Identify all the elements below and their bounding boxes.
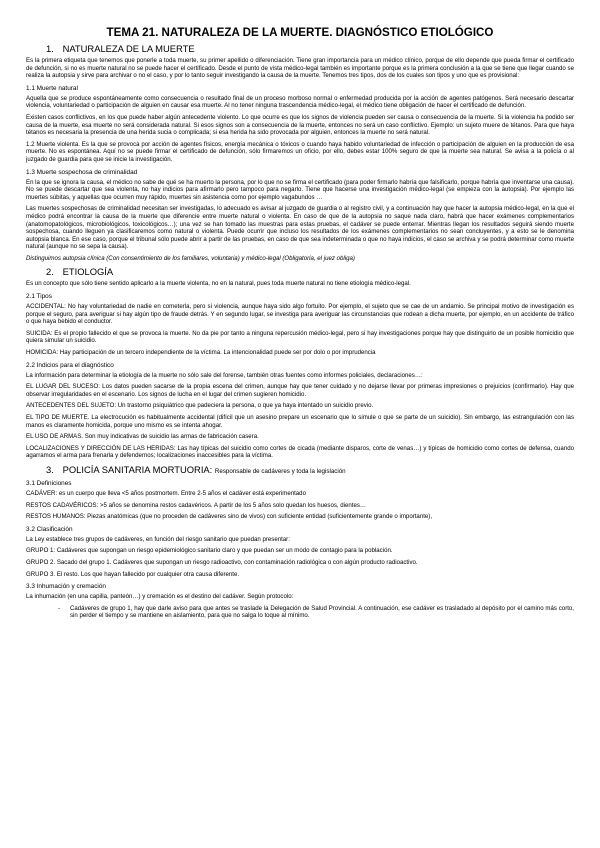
section-title: ETIOLOGÍA xyxy=(62,266,114,278)
section-number: 2. xyxy=(46,266,54,278)
paragraph: 1.2 Muerte violenta. Es la que se provoca por acción de agentes físicos, energía mecánica o tóxicos o cuando haya habido voluntariedad de infección o participación de alguien en la producción de esa muerte. No es espontánea. Aquí no se puede firmar el certificado de defunción, sólo firmaremos un oficio, por ello, debes estar 100% seguro de que la muerte sea natural. Se avisa a la policía o al juzgado de guardia para que se inicie la investigación. xyxy=(26,140,574,163)
paragraph: En la que se ignora la causa, el médico no sabe de qué se ha muerto la persona, por lo que no se firma el certificado (para poder firmarlo habría que falsificarlo, porque habría que inventarse una causa). No se puede descartar que sea violenta, no hay indicios para afirmarlo pero tampoco para negarlo. Tiene que hacerse una investigación médico-legal (se empieza con la autopsia). Por ejemplo las muertes súbitas, y aquellas que ocurren muy rápido, muertes sin asistencia como por ejemplo vagabundos … xyxy=(26,178,574,201)
paragraph: La Ley establece tres grupos de cadáveres, en función del riesgo sanitario que puedan presentar: xyxy=(26,535,290,543)
subsection-heading: 2.1 Tipos xyxy=(26,293,52,301)
section-title-tail: Responsable de cadáveres y toda la legislación xyxy=(214,467,346,475)
paragraph: Es la primera etiqueta que tenemos que ponerle a toda muerte, su primer apellido o diferenciación. Tiene gran importancia para un médico clínico, porque de ello depende que pueda firmar el certificado de defunción, si no es muerte natural no se puede hacer el certificado. Desde el punto de vista médico-legal también es importante porque es la primera conclusión a la que se tiene que llegar cuando se realiza la autopsia y sirve para archivar o no el caso, y por lo tanto seguir investigando la causa de la muerte. Tenemos tres tipos, dos de los cuales son tipos y uno que es provisional: xyxy=(26,57,574,80)
paragraph: GRUPO 3. El resto. Los que hayan fallecido por cualquier otra causa diferente. xyxy=(26,570,240,578)
section-3-heading xyxy=(46,464,574,475)
paragraph: HOMICIDA: Hay participación de un tercero independiente de la víctima. La intencionalidad puede ser por dolo o por imprudencia xyxy=(26,349,376,357)
paragraph: Aquella que se produce espontáneamente como consecuencia o resultado final de un proceso morboso normal o enfermedad producida por la acción de agentes patógenos. Será necesario descartar violencia, voluntariedad o participación de alguien en causar esa muerte. Al no tener ninguna trascendencia médico-legal, el médico tiene obligación de hacer el certificado de defunción. xyxy=(26,94,574,110)
note-paragraph: Distinguimos autopsia clínica (Con consentimiento de los familiares, voluntaria) y médico-legal (Obligatoria, el juez obliga) xyxy=(26,254,355,262)
paragraph: GRUPO 2. Sacado del grupo 1. Cadáveres que supongan un riesgo radioactivo, con contaminación radiológica o con algún producto radioactivo. xyxy=(26,558,418,566)
subsection-heading: 2.2 Indicios para el diagnóstico xyxy=(26,361,114,369)
section-number: 3. xyxy=(46,463,54,475)
document-title: TEMA 21. NATURALEZA DE LA MUERTE. DIAGNÓSTICO ETIOLÓGICO xyxy=(106,26,494,39)
list-item xyxy=(58,605,574,620)
paragraph: GRUPO 1: Cadáveres que supongan un riesgo epidemiológico sanitario claro y que puedan ser un modo de contagio para la población. xyxy=(26,547,393,555)
paragraph: EL TIPO DE MUERTE. La electrocución es habitualmente accidental (difícil que un asesino prepare un escenario que lo simule o que se parte de un suicidio). Sin embargo, las estrangulación con las manos es claramente homicida, porque uno mismo es se intenta ahogar. xyxy=(26,414,574,429)
paragraph: SUICIDA: Es el propio fallecido el que se provoca la muerte. No da pie por tanto a ninguna repercusión médico-legal, pero si hay investigaciones porque hay que distinguirlo de un posible homicidio que quiera simular un suicidio. xyxy=(26,329,574,345)
paragraph: CADÁVER: es un cuerpo que lleva <5 años postmortem. Entre 2-5 años el cadáver está experimentado xyxy=(26,489,306,497)
subsection-heading: 3.3 Inhumación y cremación xyxy=(26,583,106,591)
paragraph: ANTECEDENTES DEL SUJETO: Un trastorno psiquiátrico que padeciera la persona, o que ya haya intentado un suicidio previo. xyxy=(26,402,374,410)
paragraph: La inhumación (en una capilla, panteón…) y cremación es el destino del cadáver. Según protocolo: xyxy=(26,593,294,601)
paragraph: LOCALIZACIONES Y DIRECCIÓN DE LAS HERIDAS: Las hay típicas del suicidio como cortes de cicada (mediante disparos, corte de venas…) y típicas de homicidio como cortes de defensa, cuando agarramos el arma para frenarla y defendernos; localizaciones inaccesibles para la víctima. xyxy=(26,444,574,460)
paragraph: Es un concepto que sólo tiene sentido aplicarlo a la muerte violenta, no en la natural, pues toda muerte natural no tiene etiología médico-legal. xyxy=(26,280,411,288)
section-2-heading xyxy=(46,266,574,277)
paragraph: EL LUGAR DEL SUCESO: Los datos pueden sacarse de la propia escena del crimen, aunque hay que tener cuidado y no dejarse llevar por primeras impresiones o prejuicios (confirmarlo). Hay que observar irregularidades en el escenario. Los signos de lucha en el lugar del crimen sugieren homicidio. xyxy=(26,383,574,398)
subsection-heading: 3.2 Clasificación xyxy=(26,525,73,533)
subsection-heading: 1.3 Muerte sospechosa de criminalidad xyxy=(26,168,138,176)
section-number: 1. xyxy=(46,43,54,54)
bullet-dash: - xyxy=(58,604,61,612)
paragraph: La información para determinar la etiología de la muerte no sólo sale del forense, también otras fuentes como informes policiales, declaraciones…: xyxy=(26,371,423,379)
paragraph: Existen casos conflictivos, en los que puede haber algún antecedente violento. Lo que ocurre es que los signos de violencia pueden ser causa o consecuencia de la muerte. Si la violencia ha podido ser causa de la muerte, esa muerte no será considerada natural. Si esos signos son a consecuencia de la muerte, entonces no será un caso conflictivo. Ejemplo: un sujeto muere de tétanos. Para que haya tétanos es necesaria la presencia de una herida sucia o complicada; si esa herida ha sido provocada por alguien, entonces la muerte no será natural. xyxy=(26,113,574,137)
section-1-heading xyxy=(46,43,574,54)
paragraph: RESTOS HUMANOS: Piezas anatómicas (que no proceden de cadáveres sino de vivos) con suficiente entidad (suficientemente grande o importante), xyxy=(26,513,433,521)
paragraph: RESTOS CADAVÉRICOS: >5 años se denomina restos cadavéricos. A partir de los 5 años solo quedan los huesos, dientes… xyxy=(26,501,367,509)
paragraph: EL USO DE ARMAS. Son muy indicativas de suicidio las armas de fabricación casera. xyxy=(26,433,259,441)
section-title: POLICÍA SANITARIA MORTUORIA: xyxy=(62,463,213,475)
subsection-heading: 1.1 Muerte natural xyxy=(26,84,78,92)
list-item-text: Cadáveres de grupo 1, hay que darle aviso para que antes se traslade la Delegación de Salud Provincial. A continuación, ese cadáver es trasladado al depósito por el camino más corto, sin perder el tiempo y se mantiene en aislamiento, para que no salga lo toque al mínimo. xyxy=(70,604,574,620)
section-title: NATURALEZA DE LA MUERTE xyxy=(62,43,195,54)
paragraph: ACCIDENTAL: No hay voluntariedad de nadie en cometerla, pero sí violencia, aunque haya sido algo fortuito. Por ejemplo, el sujeto que se cae de un andamio. Se principal motivo de investigación es porque el seguro, para averiguar si hay algún tipo de fraude detrás. Y en segundo lugar, se investiga para averiguar las circunstancias que rodean a dicha muerte, por ejemplo, en un accidente de tráfico o que haya bebido el conductor. xyxy=(26,303,574,326)
subsection-heading: 3.1 Definiciones xyxy=(26,479,72,487)
paragraph: Las muertes sospechosas de criminalidad necesitan ser investigadas, lo adecuado es avisar al juzgado de guardia o al registro civil, y a continuación hay que hacer la autopsia médico-legal, en la que el médico podrá encontrar la causa de la muerte que diferencie entre muerte natural o violenta. En caso de que de la autopsia no saque nada claro, habrá que hacer exámenes complementarios (anatomopatológicos, microbiológicos, toxicológicos…); una vez se han tomado las muestras para estas pruebas, el cadáver se puede enterrar. Mientras llegan los resultados seguirá siendo muerte sospechosa, cuando lleguen ya clasificaremos como natural o violenta. Puede ocurrir que incluso los resultados de los exámenes complementarios no sean concluyentes, y a esto se le denomina autopsia blanca. En ese caso, porque el tribunal sólo puede abrir a partir de las pruebas, en caso de que sea indeterminada o que no haya indicios, el caso se archiva y se podrá determinar como muerte natural (aunque no se sepa la causa). xyxy=(26,205,574,251)
